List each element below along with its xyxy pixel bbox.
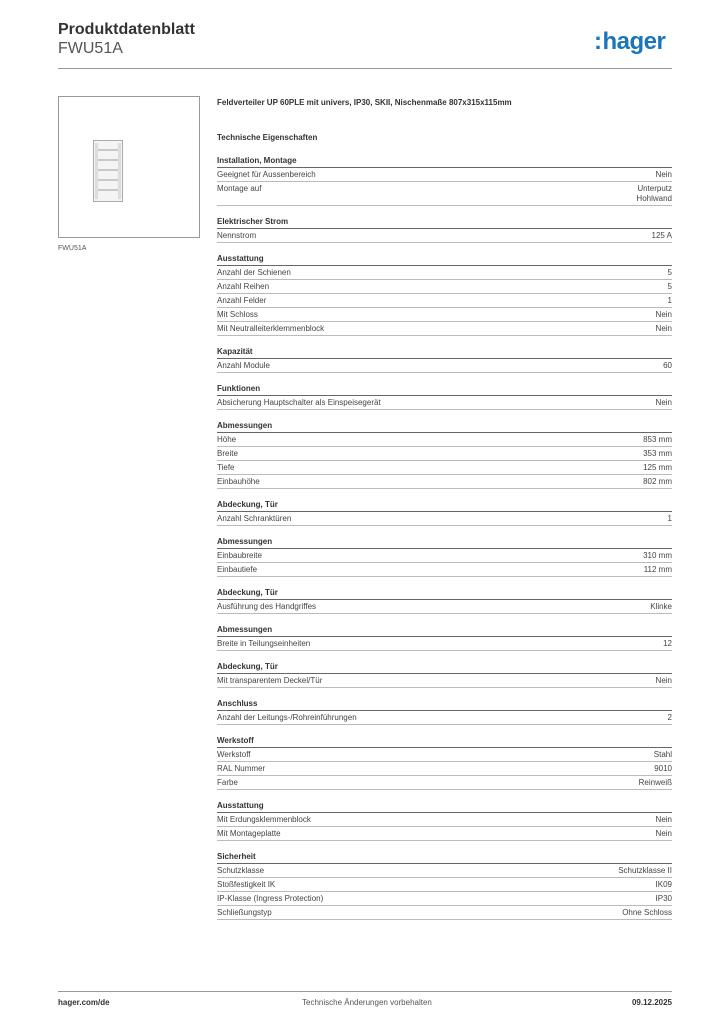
section-title: Funktionen — [217, 383, 672, 396]
property-row — [217, 396, 672, 410]
image-caption: FWU51A — [58, 245, 87, 252]
footer-date: 09.12.2025 — [631, 998, 672, 1007]
property-value-line: Schutzklasse II — [618, 866, 672, 875]
section-title: Abmessungen — [217, 420, 672, 433]
property-label: IP-Klasse (Ingress Protection) — [217, 894, 324, 903]
section-title: Abdeckung, Tür — [217, 661, 672, 674]
property-value — [656, 815, 672, 825]
property-label: Absicherung Hauptschalter als Einspeisegerät — [217, 398, 381, 407]
property-label: Mit Montageplatte — [217, 829, 281, 838]
property-label: Anzahl Felder — [217, 296, 267, 305]
page-title: Produktdatenblatt — [58, 21, 195, 38]
property-label: Einbautiefe — [217, 565, 258, 574]
property-section — [217, 253, 672, 336]
section-title: Kapazität — [217, 346, 672, 359]
property-section — [217, 346, 672, 373]
header-divider — [58, 68, 672, 69]
property-row — [217, 266, 672, 280]
property-value-line: Nein — [655, 815, 672, 824]
property-section — [217, 155, 672, 206]
property-row — [217, 748, 672, 762]
property-value-line: 60 — [663, 361, 672, 370]
logo-text: hager — [602, 28, 666, 55]
cabinet-right-side — [118, 143, 121, 199]
property-value-line: 1 — [667, 514, 672, 523]
property-value-line: IK09 — [655, 880, 672, 889]
property-value — [668, 514, 672, 524]
section-title: Ausstattung — [217, 800, 672, 813]
property-row — [217, 182, 672, 206]
property-label: Anzahl der Leitungs-/Rohreinführungen — [217, 713, 357, 722]
property-row — [217, 600, 672, 614]
distribution-cabinet-icon — [93, 140, 123, 202]
property-value — [654, 764, 672, 774]
property-label: Geeignet für Aussenbereich — [217, 170, 316, 179]
property-value — [639, 778, 672, 788]
property-label: Höhe — [217, 435, 237, 444]
property-value-line: Stahl — [653, 750, 672, 759]
property-row — [217, 711, 672, 725]
property-row — [217, 229, 672, 243]
property-value-line: 9010 — [654, 764, 672, 773]
property-row — [217, 359, 672, 373]
property-label: Anzahl Reihen — [217, 282, 270, 291]
section-title: Abmessungen — [217, 536, 672, 549]
property-label: Breite in Teilungseinheiten — [217, 639, 311, 648]
property-value-line: 12 — [663, 639, 672, 648]
property-value — [622, 908, 672, 918]
property-row — [217, 512, 672, 526]
property-value — [656, 324, 672, 334]
property-value-line: 5 — [667, 268, 672, 277]
section-title: Abdeckung, Tür — [217, 499, 672, 512]
datasheet-content — [217, 96, 672, 920]
property-value — [643, 477, 672, 487]
property-section — [217, 624, 672, 651]
property-value — [668, 268, 672, 278]
property-label: Mit transparentem Deckel/Tür — [217, 676, 323, 685]
property-value — [654, 750, 672, 760]
property-row — [217, 776, 672, 790]
section-title: Abmessungen — [217, 624, 672, 637]
property-label: Anzahl Schranktüren — [217, 514, 292, 523]
property-section — [217, 499, 672, 526]
property-row — [217, 308, 672, 322]
property-label: Montage auf — [217, 184, 262, 193]
property-section — [217, 661, 672, 688]
technical-properties-title: Technische Eigenschaften — [217, 133, 318, 142]
footer-note: Technische Änderungen vorbehalten — [302, 998, 432, 1007]
property-value — [668, 282, 672, 292]
property-section — [217, 851, 672, 920]
property-value — [650, 602, 672, 612]
property-label: Breite — [217, 449, 238, 458]
property-value — [656, 894, 672, 904]
property-value-line: 2 — [667, 713, 672, 722]
property-value — [656, 398, 672, 408]
property-value-line: 1 — [667, 296, 672, 305]
property-value — [656, 829, 672, 839]
property-value-line: Nein — [655, 324, 672, 333]
property-value-line: 112 mm — [643, 565, 672, 574]
property-value — [663, 361, 672, 371]
property-value-line: 802 mm — [643, 477, 672, 486]
property-value-line: Nein — [655, 829, 672, 838]
property-label: Ausführung des Handgriffes — [217, 602, 317, 611]
property-row — [217, 637, 672, 651]
property-value-line: Hohlwand — [636, 194, 672, 203]
section-title: Elektrischer Strom — [217, 216, 672, 229]
property-sections — [217, 155, 672, 920]
section-title: Sicherheit — [217, 851, 672, 864]
property-row — [217, 827, 672, 841]
property-label: Schließungstyp — [217, 908, 272, 917]
property-label: Farbe — [217, 778, 238, 787]
property-value — [652, 231, 672, 241]
property-value — [644, 565, 672, 575]
property-value — [643, 463, 672, 473]
property-value — [656, 676, 672, 686]
property-row — [217, 294, 672, 308]
property-value-line: 125 A — [651, 231, 672, 240]
property-section — [217, 536, 672, 577]
property-row — [217, 892, 672, 906]
property-row — [217, 864, 672, 878]
property-row — [217, 280, 672, 294]
property-row — [217, 168, 672, 182]
property-value — [663, 639, 672, 649]
property-row — [217, 563, 672, 577]
section-title: Ausstattung — [217, 253, 672, 266]
property-value — [643, 449, 672, 459]
property-label: Anzahl Module — [217, 361, 270, 370]
property-label: Schutzklasse — [217, 866, 265, 875]
cabinet-rail — [98, 149, 118, 151]
property-row — [217, 461, 672, 475]
property-section — [217, 383, 672, 410]
footer-website: hager.com/de — [58, 998, 110, 1007]
property-value-line: IP30 — [655, 894, 672, 903]
cabinet-rail — [98, 179, 118, 181]
property-value — [656, 310, 672, 320]
property-value — [656, 880, 672, 890]
property-value — [656, 170, 672, 180]
product-image-frame — [58, 96, 200, 238]
property-section — [217, 800, 672, 841]
property-value-line: Nein — [655, 676, 672, 685]
property-value-line: Nein — [655, 398, 672, 407]
property-value-line: Ohne Schloss — [622, 908, 672, 917]
property-section — [217, 587, 672, 614]
property-row — [217, 762, 672, 776]
property-value-line: Reinweiß — [638, 778, 672, 787]
logo-colon-icon: : — [594, 28, 602, 55]
property-value — [618, 866, 672, 876]
property-label: Mit Neutralleiterklemmenblock — [217, 324, 325, 333]
property-row — [217, 878, 672, 892]
property-value-line: Nein — [655, 310, 672, 319]
cabinet-rail — [98, 169, 118, 171]
property-value — [643, 551, 672, 561]
hager-logo — [594, 28, 665, 56]
property-label: Anzahl der Schienen — [217, 268, 291, 277]
property-value — [668, 713, 672, 723]
property-label: Werkstoff — [217, 750, 251, 759]
section-title: Installation, Montage — [217, 155, 672, 168]
property-row — [217, 906, 672, 920]
property-label: Nennstrom — [217, 231, 257, 240]
section-title: Abdeckung, Tür — [217, 587, 672, 600]
footer-divider — [58, 991, 672, 992]
property-value-line: Unterputz — [637, 184, 672, 193]
property-row — [217, 674, 672, 688]
property-section — [217, 735, 672, 790]
property-value-line: 5 — [667, 282, 672, 291]
property-value-line: Nein — [655, 170, 672, 179]
property-label: RAL Nummer — [217, 764, 266, 773]
property-label: Stoßfestigkeit IK — [217, 880, 276, 889]
property-value-line: 853 mm — [643, 435, 672, 444]
property-row — [217, 549, 672, 563]
property-label: Mit Erdungsklemmenblock — [217, 815, 311, 824]
cabinet-rail — [98, 159, 118, 161]
property-section — [217, 698, 672, 725]
section-title: Anschluss — [217, 698, 672, 711]
property-value — [636, 184, 672, 204]
property-label: Einbauhöhe — [217, 477, 260, 486]
property-row — [217, 813, 672, 827]
property-value-line: 125 mm — [643, 463, 672, 472]
property-value-line: 310 mm — [643, 551, 672, 560]
product-description: Feldverteiler UP 60PLE mit univers, IP30, SKII, Nischenmaße 807x315x115mm — [217, 98, 512, 107]
property-value-line: 353 mm — [643, 449, 672, 458]
property-label: Einbaubreite — [217, 551, 262, 560]
section-title: Werkstoff — [217, 735, 672, 748]
product-code: FWU51A — [58, 40, 123, 57]
property-section — [217, 420, 672, 489]
property-row — [217, 322, 672, 336]
property-row — [217, 475, 672, 489]
property-label: Mit Schloss — [217, 310, 258, 319]
cabinet-rail — [98, 189, 118, 191]
property-label: Tiefe — [217, 463, 235, 472]
property-value — [668, 296, 672, 306]
property-value-line: Klinke — [650, 602, 672, 611]
property-value — [643, 435, 672, 445]
property-row — [217, 447, 672, 461]
property-row — [217, 433, 672, 447]
property-section — [217, 216, 672, 243]
